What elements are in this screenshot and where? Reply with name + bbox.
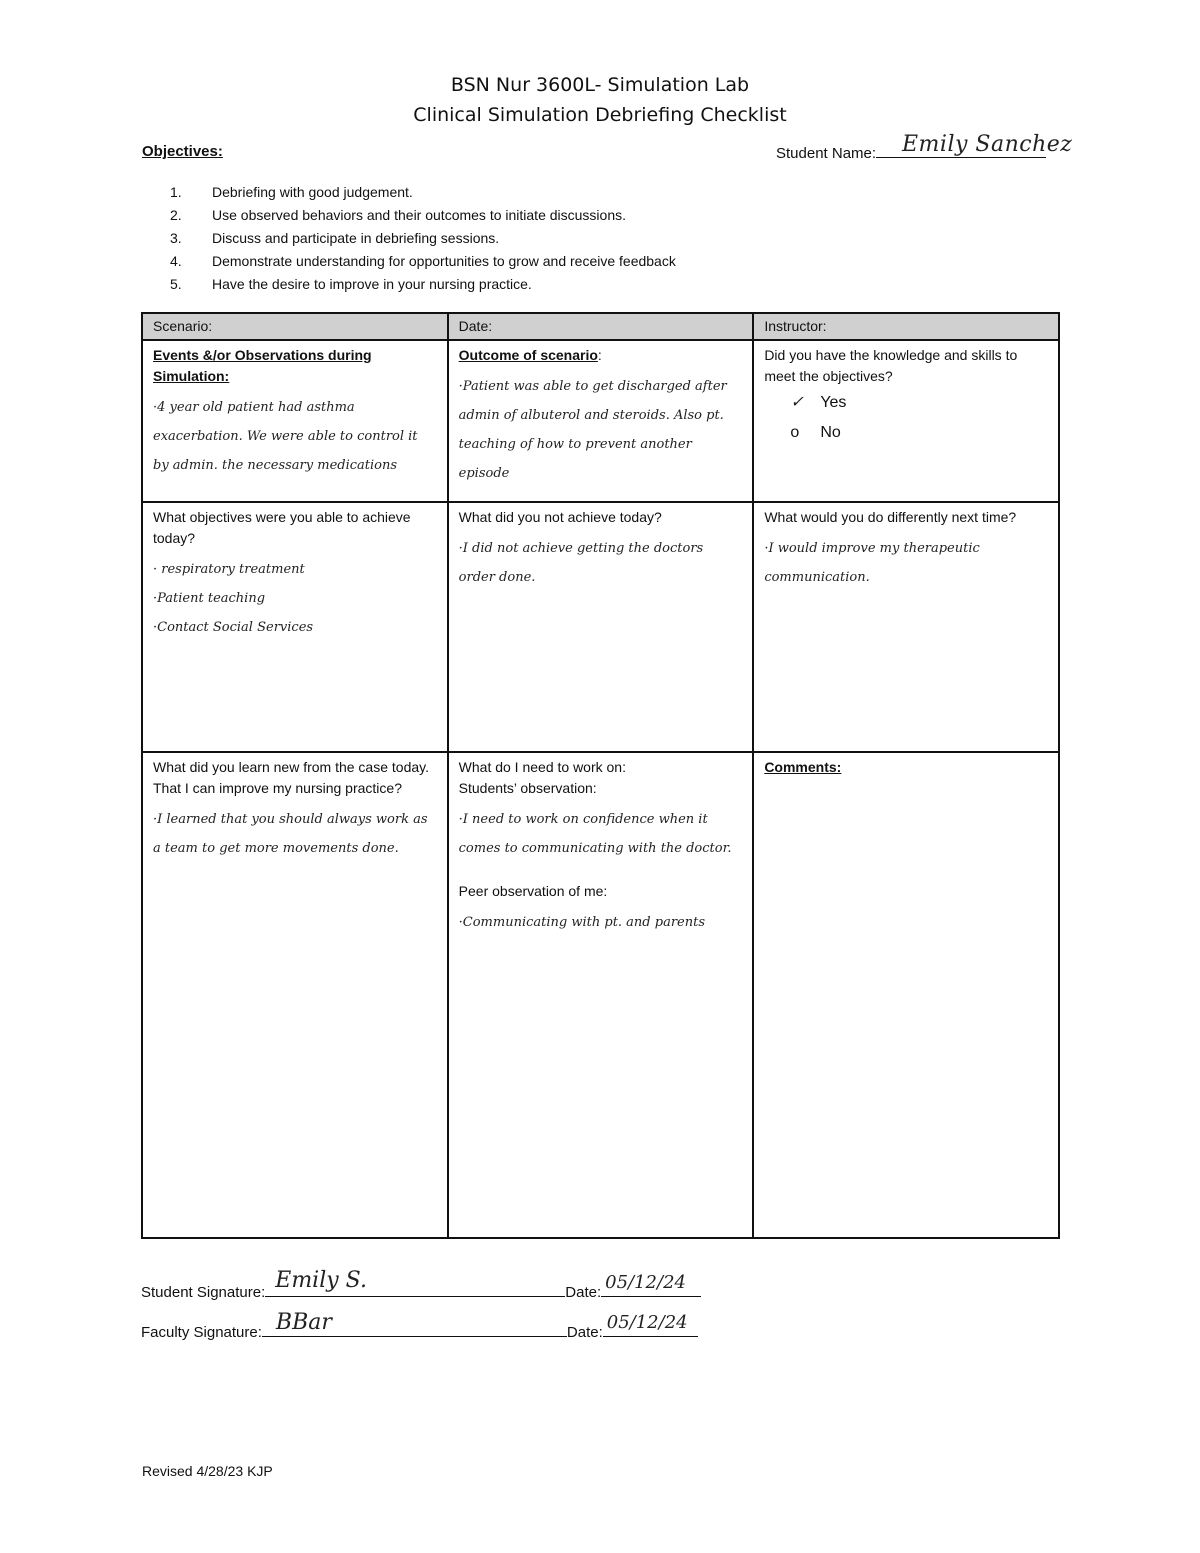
revision-footer: Revised 4/28/23 KJP — [142, 1463, 273, 1479]
objective-item: 2. Use observed behaviors and their outcomes to initiate discussions. — [170, 207, 626, 223]
student-date-line — [601, 1272, 701, 1297]
student-signature: Emily S. — [275, 1268, 367, 1293]
student-signature-line — [265, 1268, 565, 1297]
objective-item: 1. Debriefing with good judgement. — [170, 184, 413, 200]
objective-item: 3. Discuss and participate in debriefing sessions. — [170, 230, 500, 246]
no-option: o No — [790, 418, 1048, 448]
outcome-label: Outcome of scenario — [458, 347, 598, 363]
table-header-row — [142, 313, 1059, 340]
work-on-cell — [448, 752, 754, 1238]
faculty-signature-line — [262, 1310, 567, 1337]
not-achieved-cell — [448, 502, 754, 752]
peer-observation-label: Peer observation of me: — [458, 883, 608, 899]
objectives-list — [170, 181, 676, 296]
faculty-signature-label: Faculty Signature: — [141, 1324, 262, 1341]
students-observation-answer: ·I need to work on confidence when it comes to communicating with the doctor. — [458, 812, 732, 856]
events-cell — [142, 340, 448, 502]
student-name-label: Student Name: — [776, 145, 877, 162]
achieved-question: What objectives were you able to achieve today? — [153, 509, 411, 546]
table-row — [142, 340, 1059, 502]
student-name-handwriting: Emily Sanchez — [902, 132, 1073, 157]
table-row — [142, 502, 1059, 752]
table-row — [142, 752, 1059, 1238]
faculty-signature: BBar — [275, 1310, 332, 1335]
scenario-header: Scenario: — [142, 313, 448, 340]
student-signature-row — [141, 1268, 701, 1301]
outcome-label-line: Outcome of scenario: — [458, 347, 602, 363]
peer-observation-answer: ·Communicating with pt. and parents — [458, 915, 706, 930]
form-title: BSN Nur 3600L- Simulation Lab — [450, 74, 750, 96]
student-date: 05/12/24 — [605, 1272, 686, 1293]
comments-label: Comments: — [764, 759, 842, 775]
comments-cell — [753, 752, 1059, 1238]
faculty-date: 05/12/24 — [606, 1312, 688, 1333]
learned-cell — [142, 752, 448, 1238]
debrief-table — [141, 312, 1060, 1239]
events-answer: ·4 year old patient had asthma exacerbation. We were able to control it by admin. the necessary medications — [153, 400, 418, 473]
achieved-item: · respiratory treatment — [153, 562, 305, 577]
faculty-date-line — [603, 1312, 698, 1337]
knowledge-question: Did you have the knowledge and skills to meet the objectives? — [764, 347, 1018, 384]
faculty-signature-row — [141, 1310, 698, 1341]
student-date-label: Date: — [565, 1284, 602, 1301]
circle-bullet-icon: o — [790, 424, 800, 441]
date-header: Date: — [448, 313, 754, 340]
form-subtitle: Clinical Simulation Debriefing Checklist — [413, 104, 787, 126]
achieved-item: ·Patient teaching — [153, 591, 266, 606]
achieved-cell — [142, 502, 448, 752]
work-on-question: What do I need to work on: — [458, 759, 626, 775]
instructor-header: Instructor: — [753, 313, 1059, 340]
faculty-date-label: Date: — [566, 1324, 603, 1341]
objective-item: 5. Have the desire to improve in your nursing practice. — [170, 276, 532, 292]
differently-question: What would you do differently next time? — [764, 509, 1017, 525]
learned-question: What did you learn new from the case today. That I can improve my nursing practice? — [153, 759, 429, 796]
differently-answer: ·I would improve my therapeutic communication. — [764, 541, 980, 585]
not-achieved-answer: ·I did not achieve getting the doctors order done. — [458, 541, 704, 585]
students-observation-label: Students’ observation: — [458, 780, 597, 796]
outcome-cell — [448, 340, 754, 502]
yes-option: ✓ Yes — [790, 387, 1048, 418]
not-achieved-question: What did you not achieve today? — [458, 509, 662, 525]
knowledge-cell — [753, 340, 1059, 502]
checkmark-icon: ✓ — [790, 392, 805, 411]
differently-cell — [753, 502, 1059, 752]
objective-item: 4. Demonstrate understanding for opportunities to grow and receive feedback — [170, 253, 676, 269]
learned-answer: ·I learned that you should always work as a team to get more movements done. — [153, 812, 428, 856]
achieved-item: ·Contact Social Services — [153, 620, 314, 635]
outcome-answer: ·Patient was able to get discharged after admin of albuterol and steroids. Also pt. teaching of how to prevent another episode — [458, 379, 727, 481]
objectives-heading: Objectives: — [142, 143, 223, 160]
student-signature-label: Student Signature: — [141, 1284, 266, 1301]
events-label: Events &/or Observations during Simulation: — [153, 347, 372, 384]
